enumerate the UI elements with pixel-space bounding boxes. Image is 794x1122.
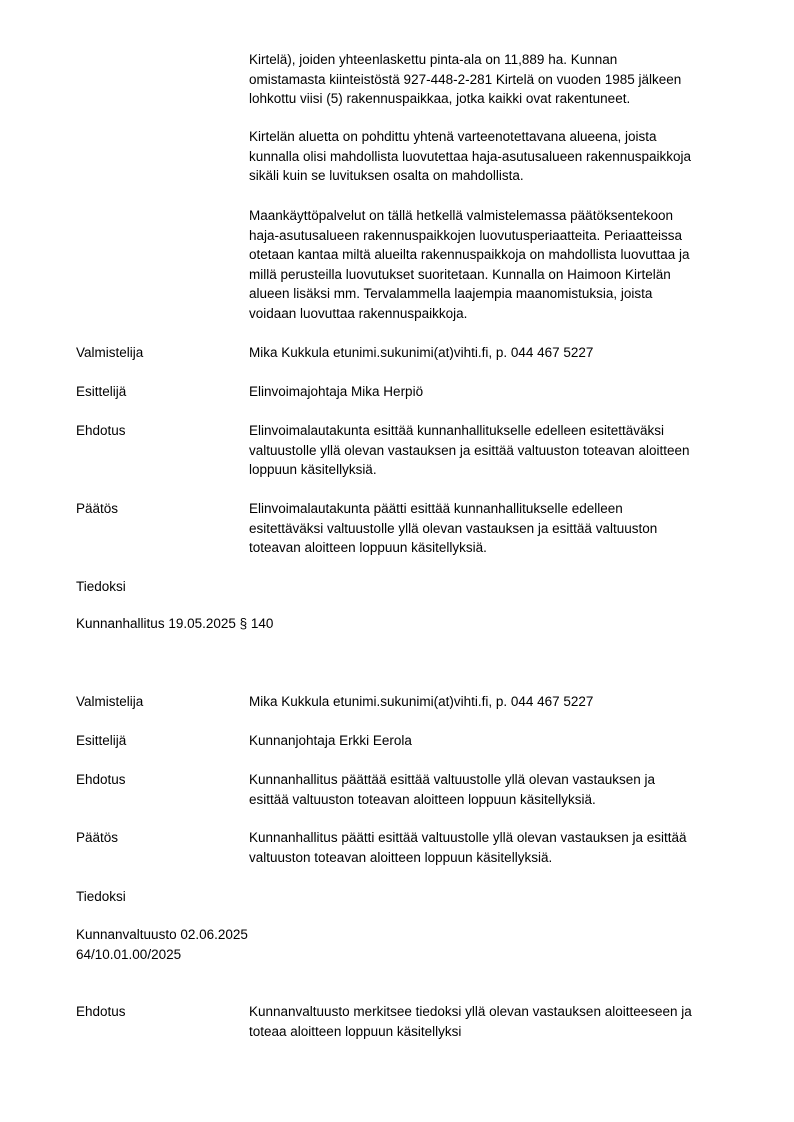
text-line: millä perusteilla luovutukset suoritetaan. Kunnalla on Haimoon Kirtelän xyxy=(249,266,671,282)
meeting-date: Kunnanvaltuusto 02.06.2025 xyxy=(76,927,248,942)
field-label: Valmistelija xyxy=(76,694,144,709)
field-label: Valmistelija xyxy=(76,345,144,360)
text-line: haja-asutusalueen rakennuspaikkojen luovutusperiaatteita. Periaatteissa xyxy=(249,227,683,243)
intro-paragraph-3 xyxy=(249,206,749,323)
text-line: Mika Kukkula etunimi.sukunimi(at)vihti.fi, p. 044 467 5227 xyxy=(249,694,594,709)
text-line: omistamasta kiinteistöstä 927-448-2-281 Kirtelä on vuoden 1985 jälkeen xyxy=(249,71,682,87)
text-line: toteaa aloitteen loppuun käsitellyksi xyxy=(249,1023,462,1039)
text-line: valtuustolle yllä olevan vastauksen ja esittää valtuuston toteavan aloitteen xyxy=(249,442,690,458)
text-line: Kunnanvaltuusto merkitsee tiedoksi yllä olevan vastauksen aloitteeseen ja xyxy=(249,1004,692,1019)
field-label: Esittelijä xyxy=(76,384,127,399)
field-label: Esittelijä xyxy=(76,733,127,748)
meeting-heading-kunnanhallitus: Kunnanhallitus 19.05.2025 § 140 xyxy=(76,616,274,631)
field-value xyxy=(249,343,744,363)
intro-paragraph-1 xyxy=(249,50,749,109)
intro-paragraph-2 xyxy=(249,127,749,186)
text-line: Elinvoimalautakunta päätti esittää kunnanhallitukselle edelleen xyxy=(249,501,623,516)
field-value xyxy=(249,692,744,712)
text-line: otetaan kantaa miltä alueilta rakennuspaikkoja on mahdollista luovuttaa ja xyxy=(249,247,690,262)
section2-tiedoksi: Tiedoksi xyxy=(76,889,126,904)
text-line: Kirtelän aluetta on pohdittu yhtenä varteenotettavana alueena, joista xyxy=(249,129,657,144)
text-line: lohkottu viisi (5) rakennuspaikkaa, jotka kaikki ovat rakentuneet. xyxy=(249,91,631,106)
text-line: esittää valtuuston toteavan aloitteen loppuun käsitellyksiä. xyxy=(249,791,596,807)
text-line: esitettäväksi valtuustolle yllä olevan vastauksen ja esittää valtuuston xyxy=(249,520,658,536)
text-line: kunnalla olisi mahdollista luovutettaa haja-asutusalueen rakennuspaikkoja xyxy=(249,148,692,164)
field-label: Ehdotus xyxy=(76,772,126,787)
field-value xyxy=(249,1002,744,1041)
text-line: alueen lisäksi mm. Tervalammella laajempia maanomistuksia, joista xyxy=(249,286,653,301)
text-line: Kunnanhallitus päättää esittää valtuustolle yllä olevan vastauksen ja xyxy=(249,772,656,787)
section1-tiedoksi: Tiedoksi xyxy=(76,579,126,594)
field-value xyxy=(249,382,744,402)
field-value xyxy=(249,499,744,558)
text-line: voidaan luovuttaa rakennuspaikkoja. xyxy=(249,305,468,321)
text-line: toteavan aloitteen loppuun käsitellyksiä. xyxy=(249,540,487,555)
record-number: 64/10.01.00/2025 xyxy=(76,946,182,962)
meeting-heading-kunnanvaltuusto xyxy=(76,925,476,964)
text-line: Mika Kukkula etunimi.sukunimi(at)vihti.fi, p. 044 467 5227 xyxy=(249,345,594,360)
text-line: Kirtelä), joiden yhteenlaskettu pinta-ala on 11,889 ha. Kunnan xyxy=(249,52,618,67)
text-line: Kunnanhallitus päätti esittää valtuustolle yllä olevan vastauksen ja esittää xyxy=(249,830,687,845)
text-line: Elinvoimalautakunta esittää kunnanhallitukselle edelleen esitettäväksi xyxy=(249,423,665,438)
field-label: Päätös xyxy=(76,830,119,845)
field-label: Ehdotus xyxy=(76,423,126,438)
text-line: loppuun käsitellyksiä. xyxy=(249,462,377,477)
field-value xyxy=(249,770,744,809)
field-label: Päätös xyxy=(76,501,119,516)
field-value xyxy=(249,421,744,480)
text-line: sikäli kuin se luvituksen osalta on mahdollista. xyxy=(249,168,524,183)
text-line: Kunnanjohtaja Erkki Eerola xyxy=(249,733,412,748)
text-line: valtuuston toteavan aloitteen loppuun käsitellyksiä. xyxy=(249,849,553,865)
field-label: Ehdotus xyxy=(76,1004,126,1019)
text-line: Elinvoimajohtaja Mika Herpiö xyxy=(249,384,424,399)
field-value xyxy=(249,828,744,867)
text-line: Maankäyttöpalvelut on tällä hetkellä valmistelemassa päätöksentekoon xyxy=(249,208,673,223)
field-value xyxy=(249,731,744,751)
